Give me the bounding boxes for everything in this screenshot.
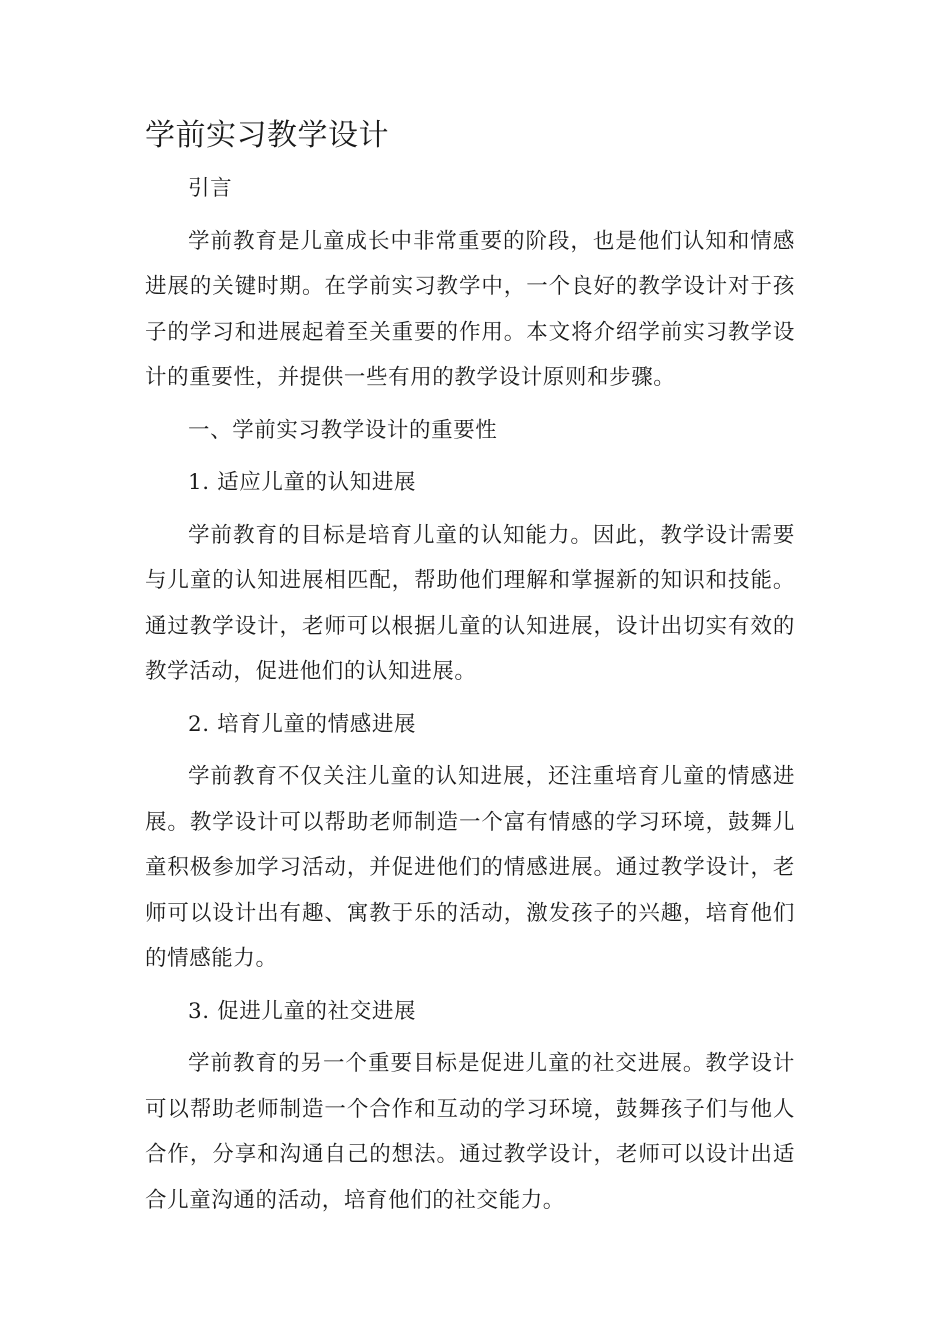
subsection-2-paragraph: 学前教育不仅关注儿童的认知进展，还注重培育儿童的情感进展。教学设计可以帮助老师制造一个富有情感的学习环境，鼓舞儿童积极参加学习活动，并促进他们的情感进展。通过教学设计，老师可以设计出有趣、寓教于乐的活动，激发孩子的兴趣，培育他们的情感能力。 — [145, 764, 795, 971]
subsection-1-paragraph: 学前教育的目标是培育儿童的认知能力。因此，教学设计需要与儿童的认知进展相匹配，帮助他们理解和掌握新的知识和技能。通过教学设计，老师可以根据儿童的认知进展，设计出切实有效的教学活动，促进他们的认知进展。 — [145, 522, 795, 684]
intro-heading: 引言 — [188, 176, 233, 201]
document-body — [145, 166, 795, 1223]
intro-paragraph: 学前教育是儿童成长中非常重要的阶段，也是他们认知和情感进展的关键时期。在学前实习教学中，一个良好的教学设计对于孩子的学习和进展起着至关重要的作用。本文将介绍学前实习教学设计的重要性，并提供一些有用的教学设计原则和步骤。 — [145, 228, 795, 390]
subsection-2-heading: 2. 培育儿童的情感进展 — [188, 711, 417, 737]
subsection-3-paragraph: 学前教育的另一个重要目标是促进儿童的社交进展。教学设计可以帮助老师制造一个合作和互动的学习环境，鼓舞孩子们与他人合作，分享和沟通自己的想法。通过教学设计，老师可以设计出适合儿童沟通的活动，培育他们的社交能力。 — [145, 1051, 795, 1213]
subsection-1-heading: 1. 适应儿童的认知进展 — [188, 470, 417, 495]
subsection-3-heading: 3. 促进儿童的社交进展 — [188, 998, 417, 1024]
section-1-heading: 一、学前实习教学设计的重要性 — [188, 417, 498, 443]
document-title: 学前实习教学设计 — [145, 118, 389, 153]
document-page — [145, 112, 795, 1230]
